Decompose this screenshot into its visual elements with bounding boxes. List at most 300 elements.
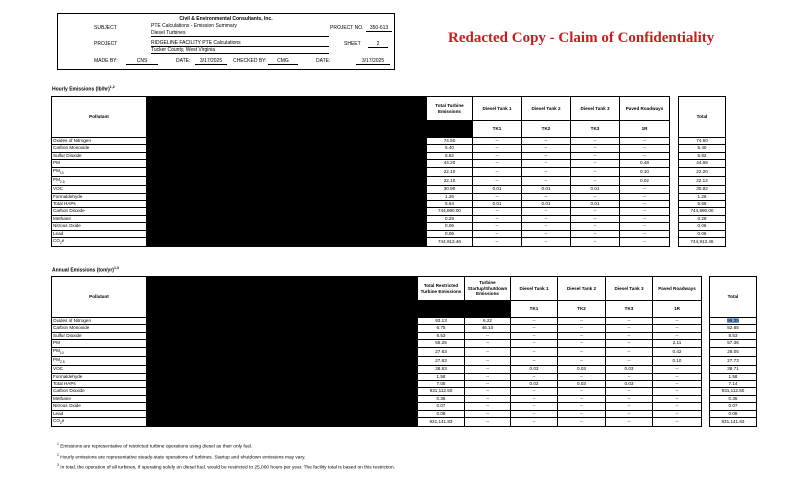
- value-cell: --: [653, 410, 702, 417]
- column-subheader: [465, 301, 511, 318]
- value-cell: --: [620, 186, 670, 193]
- value-cell: 744,890.00: [427, 208, 473, 215]
- value-cell: --: [620, 238, 670, 247]
- value-cell: --: [558, 356, 606, 365]
- value-cell: --: [511, 340, 558, 347]
- value-cell: 744,913.46: [427, 238, 473, 247]
- value-cell: 55.25: [418, 340, 465, 347]
- value-cell: --: [558, 332, 606, 339]
- column-subheader: [427, 121, 473, 138]
- total-cell[interactable]: 6.82: [679, 152, 726, 159]
- total-cell[interactable]: 1.26: [679, 193, 726, 200]
- hourly-section-title: Hourly Emissions $(lb/hr)^{1,2}$: [52, 85, 115, 93]
- value-cell: --: [571, 176, 620, 185]
- pollutant-name: Lead: [53, 230, 64, 236]
- value-cell: --: [511, 373, 558, 380]
- pollutant-name: Carbon Monoxide: [53, 145, 90, 151]
- value-cell: --: [473, 230, 522, 237]
- table-header-row: [52, 97, 726, 121]
- value-cell: --: [522, 193, 571, 200]
- pollutant-cell: [52, 152, 147, 159]
- redacted-block: [147, 97, 427, 138]
- value-cell: --: [558, 318, 606, 325]
- value-cell: --: [606, 356, 653, 365]
- value-cell: --: [620, 215, 670, 222]
- column-header: Total Restricted Turbine Emissions: [418, 277, 465, 301]
- value-cell: 931,112.50: [418, 388, 465, 395]
- value-cell: --: [522, 152, 571, 159]
- value-cell: --: [473, 223, 522, 230]
- value-cell: 0.06: [427, 230, 473, 237]
- total-cell[interactable]: 22.12: [679, 176, 726, 185]
- value-cell: --: [473, 193, 522, 200]
- pollutant-cell: [52, 332, 147, 339]
- pollutant-name: Carbon Dioxide: [53, 388, 85, 394]
- column-subheader: TK2: [558, 301, 606, 318]
- value-cell: --: [606, 340, 653, 347]
- value-cell: 0.03: [606, 366, 653, 373]
- pollutant-cell: [52, 193, 147, 200]
- project-line2: Tucker County, West Virginia: [151, 47, 216, 53]
- value-cell: --: [653, 318, 702, 325]
- column-subheader: 1R: [653, 301, 702, 318]
- pollutant-cell: [52, 138, 147, 145]
- pollutant-name: Sulfur Dioxide: [53, 332, 82, 338]
- sheet-label: SHEET: [344, 41, 361, 47]
- value-cell: --: [511, 395, 558, 402]
- value-cell: --: [465, 373, 511, 380]
- pollutant-name: Oxides of Nitrogen: [53, 138, 92, 143]
- value-cell: 6.22: [465, 318, 511, 325]
- value-cell: --: [473, 138, 522, 145]
- value-cell: 0.10: [620, 167, 670, 176]
- value-cell: --: [522, 145, 571, 152]
- value-cell: --: [558, 418, 606, 427]
- checked-by-label: CHECKED BY:: [233, 58, 267, 64]
- value-cell: --: [606, 418, 653, 427]
- value-cell: 74.50: [427, 138, 473, 145]
- total-cell[interactable]: 0.06: [679, 223, 726, 230]
- value-cell: --: [465, 332, 511, 339]
- total-cell[interactable]: 8.53: [710, 332, 757, 339]
- value-cell: --: [653, 366, 702, 373]
- value-cell: 8.53: [418, 332, 465, 339]
- subject-underline: [151, 36, 329, 37]
- column-header: Diesel Tank 2: [522, 97, 571, 121]
- pollutant-cell: [52, 176, 147, 185]
- pollutant-cell: [52, 145, 147, 152]
- column-header: Diesel Tank 3: [606, 277, 653, 301]
- column-header: Diesel Tank 1: [511, 277, 558, 301]
- pollutant-name: VOC: [53, 186, 63, 192]
- value-cell: --: [558, 403, 606, 410]
- pollutant-cell: [52, 325, 147, 332]
- value-cell: --: [473, 208, 522, 215]
- footnote-1: $^1$ Emissions are representative of restricted turbine operations using diesel as their only fuel.: [57, 442, 253, 450]
- value-cell: 22.10: [427, 176, 473, 185]
- value-cell: 0.03: [558, 366, 606, 373]
- pollutant-name: Formaldehyde: [53, 193, 83, 199]
- subject-label: SUBJECT: [94, 25, 117, 31]
- value-cell: --: [558, 325, 606, 332]
- pollutant-cell: [52, 238, 147, 247]
- total-cell[interactable]: 1.58: [710, 373, 757, 380]
- pollutant-label: $CO_2e$: [53, 418, 65, 425]
- project-underline-2: [151, 53, 329, 54]
- value-cell: --: [620, 201, 670, 208]
- redacted-block: [147, 277, 418, 318]
- value-cell: --: [522, 138, 571, 145]
- column-subheader: [418, 301, 465, 318]
- column-subheader: TK1: [473, 121, 522, 138]
- value-cell: --: [653, 418, 702, 427]
- value-cell: --: [653, 388, 702, 395]
- project-no-value: 350-613: [366, 25, 392, 32]
- date-label: DATE:: [176, 58, 191, 64]
- value-cell: --: [606, 325, 653, 332]
- value-cell: 22.10: [427, 167, 473, 176]
- value-cell: 2.11: [653, 340, 702, 347]
- total-cell[interactable]: 74.50: [679, 138, 726, 145]
- pollutant-cell: [52, 347, 147, 356]
- value-cell: 0.01: [522, 186, 571, 193]
- pollutant-header: Pollutant: [52, 97, 147, 138]
- value-cell: --: [465, 388, 511, 395]
- value-cell: --: [620, 223, 670, 230]
- value-cell: --: [522, 230, 571, 237]
- value-cell: --: [511, 318, 558, 325]
- value-cell: 0.07: [418, 403, 465, 410]
- sheet-value: 2: [368, 41, 388, 48]
- pollutant-cell: [52, 381, 147, 388]
- value-cell: --: [558, 410, 606, 417]
- pollutant-cell: [52, 366, 147, 373]
- value-cell: --: [571, 223, 620, 230]
- pollutant-name: Methane: [53, 215, 71, 221]
- column-subheader: TK3: [606, 301, 653, 318]
- column-subheader: 1R: [620, 121, 670, 138]
- redacted-block: [147, 138, 427, 247]
- total-cell[interactable]: 744,890.00: [679, 208, 726, 215]
- column-header: Turbine Startup/Shutdown Emissions: [465, 277, 511, 301]
- total-header: Total: [679, 97, 726, 138]
- value-cell: --: [522, 215, 571, 222]
- pollutant-cell: [52, 318, 147, 325]
- date-value: 3/17/2025: [195, 58, 227, 65]
- value-cell: --: [620, 138, 670, 145]
- value-cell: --: [522, 160, 571, 167]
- value-cell: --: [511, 356, 558, 365]
- pollutant-cell: [52, 201, 147, 208]
- footnote-3: $^3$ In total, the operation of all turbines, if operating solely on diesel fuel, would be restricted to 25,000 hours per year. The facility total is based on this restriction.: [57, 463, 396, 471]
- table-row: [52, 138, 726, 145]
- value-cell: --: [473, 238, 522, 247]
- value-cell: --: [606, 403, 653, 410]
- value-cell: 6.75: [418, 325, 465, 332]
- value-cell: 44.20: [427, 160, 473, 167]
- pollutant-name: Carbon Monoxide: [53, 325, 90, 331]
- value-cell: --: [571, 230, 620, 237]
- value-cell: --: [511, 403, 558, 410]
- pollutant-name: Sulfur Dioxide: [53, 152, 82, 158]
- value-cell: --: [571, 215, 620, 222]
- value-cell: --: [620, 152, 670, 159]
- value-cell: 1.58: [418, 373, 465, 380]
- annual-emissions-table: [51, 276, 757, 427]
- pollutant-name: Nitrous Oxide: [53, 403, 81, 409]
- pollutant-name: Formaldehyde: [53, 373, 83, 379]
- total-cell[interactable]: 22.20: [679, 167, 726, 176]
- value-cell: --: [620, 230, 670, 237]
- pollutant-cell: [52, 223, 147, 230]
- value-cell: --: [465, 381, 511, 388]
- pollutant-name: Oxides of Nitrogen: [53, 318, 92, 323]
- pollutant-name: PM: [53, 340, 60, 346]
- pollutant-cell: [52, 167, 147, 176]
- value-cell: 46.10: [465, 325, 511, 332]
- value-cell: 5.40: [427, 145, 473, 152]
- value-cell: 0.08: [418, 410, 465, 417]
- value-cell: --: [620, 208, 670, 215]
- total-cell[interactable]: 0.06: [679, 230, 726, 237]
- value-cell: --: [558, 347, 606, 356]
- value-cell: --: [511, 332, 558, 339]
- column-header: Diesel Tank 3: [571, 97, 620, 121]
- value-cell: --: [571, 208, 620, 215]
- value-cell: --: [473, 215, 522, 222]
- value-cell: --: [465, 347, 511, 356]
- value-cell: --: [558, 395, 606, 402]
- total-cell[interactable]: 744,913.46: [679, 238, 726, 247]
- made-by-value: CNS: [126, 58, 158, 65]
- value-cell: --: [465, 340, 511, 347]
- project-no-label: PROJECT NO.: [330, 25, 364, 31]
- pollutant-cell: [52, 418, 147, 427]
- value-cell: --: [571, 167, 620, 176]
- redacted-block: [147, 318, 418, 427]
- pollutant-name: Methane: [53, 395, 71, 401]
- annual-section-title: Annual Emissions $(ton/yr)^{1,3}$: [52, 266, 119, 274]
- total-cell[interactable]: 44.68: [679, 160, 726, 167]
- table-row: [52, 318, 757, 325]
- value-cell: --: [653, 395, 702, 402]
- value-cell: 38.63: [418, 366, 465, 373]
- value-cell: --: [465, 403, 511, 410]
- column-header: Diesel Tank 2: [558, 277, 606, 301]
- pollutant-name: Carbon Dioxide: [53, 208, 85, 214]
- value-cell: 0.01: [522, 201, 571, 208]
- pollutant-name: Lead: [53, 410, 64, 416]
- value-cell: --: [558, 373, 606, 380]
- value-cell: 0.36: [418, 395, 465, 402]
- value-cell: --: [473, 176, 522, 185]
- value-cell: 0.01: [571, 186, 620, 193]
- pollutant-cell: [52, 186, 147, 193]
- value-cell: 0.10: [653, 356, 702, 365]
- value-cell: --: [606, 395, 653, 402]
- value-cell: --: [511, 347, 558, 356]
- subject-line2: Diesel Turbines: [151, 30, 186, 36]
- value-cell: --: [465, 418, 511, 427]
- column-subheader: TK2: [522, 121, 571, 138]
- value-cell: --: [620, 193, 670, 200]
- pollutant-cell: [52, 340, 147, 347]
- value-cell: --: [571, 152, 620, 159]
- pollutant-cell: [52, 208, 147, 215]
- project-line1: RIDGELINE FACILITY PTE Calculations: [151, 40, 241, 46]
- project-underline: [151, 46, 329, 47]
- column-subheader: TK3: [571, 121, 620, 138]
- value-cell: 0.06: [427, 223, 473, 230]
- total-cell[interactable]: 0.07: [710, 403, 757, 410]
- value-cell: --: [620, 145, 670, 152]
- value-cell: --: [606, 373, 653, 380]
- value-cell: 0.42: [653, 347, 702, 356]
- value-cell: --: [653, 373, 702, 380]
- table-header-row: [52, 277, 757, 301]
- pollutant-label: $PM_{10}$: [53, 347, 64, 355]
- value-cell: --: [653, 332, 702, 339]
- value-cell: --: [473, 152, 522, 159]
- value-cell: --: [571, 238, 620, 247]
- value-cell: --: [653, 403, 702, 410]
- value-cell: --: [558, 340, 606, 347]
- subject-line1: PTE Calculations - Emission Summary: [151, 23, 237, 29]
- hourly-emissions-table: [51, 96, 726, 247]
- total-cell[interactable]: 52.85: [710, 325, 757, 332]
- value-cell: 0.48: [620, 160, 670, 167]
- pollutant-name: Total HAPs: [53, 381, 76, 387]
- pollutant-name: Total HAPs: [53, 201, 76, 207]
- value-cell: --: [511, 388, 558, 395]
- value-cell: --: [571, 160, 620, 167]
- value-cell: 0.02: [620, 176, 670, 185]
- pollutant-name: Nitrous Oxide: [53, 223, 81, 229]
- value-cell: --: [653, 325, 702, 332]
- value-cell: --: [606, 410, 653, 417]
- value-cell: --: [522, 223, 571, 230]
- column-subheader: TK1: [511, 301, 558, 318]
- pollutant-cell: [52, 388, 147, 395]
- value-cell: 0.01: [571, 201, 620, 208]
- value-cell: --: [571, 193, 620, 200]
- value-cell: --: [465, 366, 511, 373]
- footnote-2: $^2$ Hourly emissions are representative steady-state operations of turbines. Startup and shutdown emissions may vary.: [57, 453, 306, 461]
- value-cell: --: [558, 388, 606, 395]
- value-cell: --: [571, 145, 620, 152]
- pollutant-name: PM: [53, 160, 60, 166]
- value-cell: 7.05: [418, 381, 465, 388]
- total-cell[interactable]: 0.36: [710, 395, 757, 402]
- pollutant-cell: [52, 403, 147, 410]
- pollutant-cell: [52, 395, 147, 402]
- column-header: Diesel Tank 1: [473, 97, 522, 121]
- value-cell: --: [465, 410, 511, 417]
- value-cell: --: [511, 418, 558, 427]
- value-cell: 6.82: [427, 152, 473, 159]
- value-cell: 93.13: [418, 318, 465, 325]
- title-block: [57, 13, 395, 70]
- pollutant-cell: [52, 356, 147, 365]
- value-cell: --: [522, 208, 571, 215]
- value-cell: --: [465, 356, 511, 365]
- total-cell[interactable]: 0.08: [710, 410, 757, 417]
- total-cell[interactable]: 7.14: [710, 381, 757, 388]
- value-cell: --: [606, 318, 653, 325]
- value-cell: 0.03: [606, 381, 653, 388]
- total-cell[interactable]: 5.40: [679, 145, 726, 152]
- total-cell[interactable]: 931,112.50: [710, 388, 757, 395]
- value-cell: --: [606, 332, 653, 339]
- value-cell: 1.26: [427, 193, 473, 200]
- pollutant-label: $PM_{2.5}$: [53, 356, 65, 364]
- pollutant-cell: [52, 373, 147, 380]
- pollutant-label: $CO_2e$: [53, 238, 65, 245]
- pollutant-label: $PM_{2.5}$: [53, 176, 65, 184]
- company-name: Civil & Environmental Consultants, Inc.: [179, 16, 273, 22]
- total-cell[interactable]: 57.36: [710, 340, 757, 347]
- value-cell: 0.01: [473, 201, 522, 208]
- date2-value: 3/17/2025: [356, 58, 390, 65]
- pollutant-cell: [52, 410, 147, 417]
- value-cell: --: [465, 395, 511, 402]
- value-cell: --: [653, 381, 702, 388]
- confidentiality-watermark: Redacted Copy - Claim of Confidentiality: [448, 30, 715, 46]
- value-cell: 0.29: [427, 215, 473, 222]
- value-cell: 931,141.83: [418, 418, 465, 427]
- value-cell: 30.90: [427, 186, 473, 193]
- value-cell: --: [511, 325, 558, 332]
- pollutant-header: Pollutant: [52, 277, 147, 318]
- column-header: Total Turbine Emissions: [427, 97, 473, 121]
- value-cell: --: [606, 388, 653, 395]
- total-cell[interactable]: 27.73: [710, 356, 757, 365]
- value-cell: 0.03: [511, 366, 558, 373]
- total-cell[interactable]: 99.35: [710, 318, 757, 325]
- value-cell: 27.63: [418, 356, 465, 365]
- total-header: Total: [710, 277, 757, 318]
- value-cell: --: [473, 167, 522, 176]
- value-cell: --: [606, 347, 653, 356]
- total-cell[interactable]: 30.92: [679, 186, 726, 193]
- pollutant-cell: [52, 160, 147, 167]
- value-cell: --: [473, 145, 522, 152]
- column-header: Paved Roadways: [620, 97, 670, 121]
- project-label: PROJECT: [94, 41, 118, 47]
- total-cell[interactable]: 28.05: [710, 347, 757, 356]
- value-cell: --: [522, 176, 571, 185]
- total-cell[interactable]: 38.71: [710, 366, 757, 373]
- total-cell[interactable]: 5.66: [679, 201, 726, 208]
- made-by-label: MADE BY:: [94, 58, 118, 64]
- total-cell[interactable]: 0.29: [679, 215, 726, 222]
- value-cell: 27.63: [418, 347, 465, 356]
- pollutant-name: VOC: [53, 366, 63, 372]
- date2-label: DATE:: [316, 58, 331, 64]
- value-cell: 0.03: [558, 381, 606, 388]
- value-cell: --: [522, 167, 571, 176]
- checked-by-value: CMG: [268, 58, 298, 65]
- value-cell: --: [511, 410, 558, 417]
- value-cell: 5.64: [427, 201, 473, 208]
- value-cell: 0.01: [473, 186, 522, 193]
- value-cell: --: [571, 138, 620, 145]
- total-cell[interactable]: 931,141.83: [710, 418, 757, 427]
- value-cell: --: [522, 238, 571, 247]
- pollutant-cell: [52, 230, 147, 237]
- pollutant-cell: [52, 215, 147, 222]
- value-cell: 0.03: [511, 381, 558, 388]
